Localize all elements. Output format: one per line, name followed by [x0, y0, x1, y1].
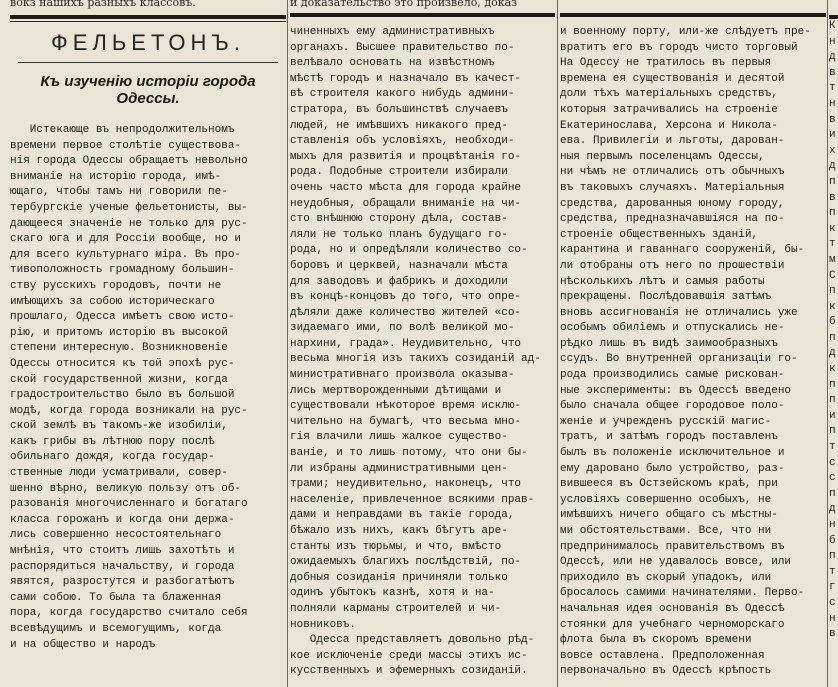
column-2 — [290, 0, 555, 687]
column-divider — [557, 0, 558, 687]
article-text-column-4: К н д в т н в и х д п в п к т м С п к б п д к п п и п т с с п д н б п т г с н в — [829, 20, 836, 641]
article-text-column-3: и военному порту, или-же слѣдуетъ пре- вратитъ его въ городъ чисто торговый На Одессу не тратилось въ первыя времена ея существованія и десятой доли тѣхъ матеріальныхъ средствъ, которыя затрачивались на строеніе Екатеринослава, Херсона и Никола- ева. Привилегіи и льготы, дарован- ныя первымъ поселенцамъ Одессы, ни чѣмъ не отличались отъ обычныхъ въ таковыхъ случаяхъ. Матеріальныя средства, дарованныя юному городу, средства, предназначавшіяся на по- строеніе общественныхъ зданій, карантина и гаваннаго сооруженій, бы- ли отобраны отъ него по прошествіи нѣсколькихъ лѣтъ и самыя работы прекращены. Послѣдовавшія затѣмъ вновь ассигнованія не отличались уже особымъ обиліемъ и отпускались не- рѣдко лишь въ видѣ заимообразныхъ ссудъ. Во внутренней организаціи го- рода производились самые рискован- ные эксперименты: въ Одессѣ введено было сначала общее городовое поло- женіе и учрежденъ русскій магис- тратъ, и затѣмъ городъ поставленъ былъ въ положеніе исключительное и ему даровано было устройство, раз- вившееся въ Остзейскомъ краѣ, при условіяхъ совершенно особыхъ, не имѣвшихъ ничего общаго съ мѣстны- ми обстоятельствами. Все, что ни предпринималось правительствомъ въ Одессѣ, или не удавалось вовсе, или приходило въ скорый упадокъ, или бросалось самими начинателями. Перво- начальная идея основанія въ Одессѣ стоянки для учебнаго черноморскаго флота была въ скоромъ времени вовсе оставлена. Предположенная первоначально въ Одессѣ крѣпость — [560, 26, 811, 678]
header-rule — [560, 13, 826, 17]
article-title: Къ изученію исторіи города Одессы. — [40, 73, 256, 107]
header-thin-rule — [10, 21, 286, 22]
section-heading: ФЕЛЬЕТОНЪ. — [51, 30, 245, 55]
article-text-column-1: Истекающе въ непродолжительномъ времени первое столѣтіе существова- нія города Одессы обращаетъ невольно вниманіе на исторію города, имѣ- ющаго, чтобы тамъ ни говорили пе- тербургскіе ученые фельетонисты, вы- дающееся значеніе не только для рус- скаго юга и для Россіи вообще, но и для всего культурнаго міра. Въ про- тивоположность громадному большин- ству русскихъ городовъ, почти не имѣющихъ за собою историческаго прошлаго, Одесса имѣетъ свою исто- рію, и притомъ исторію въ высокой степени интересную. Возникновеніе Одессы относится къ той эпохѣ рус- ской государственной жизни, когда градостроительство было въ большой модѣ, когда города возникали на рус- ской землѣ въ такомъ-же изобиліи, какъ грибы въ лѣтнюю пору послѣ обильнаго дождя, когда государ- ственные люди усматривали, совер- шенно вѣрно, великую пользу отъ об- разованія многочисленнаго и богатаго класса горожанъ и когда они держа- лись совершенно несостоятельнаго мнѣнія, что стоитъ лишь захотѣть и распорядиться начальству, и города явятся, разростутся и разбогатѣютъ сами собою. То была та блаженная пора, когда государство считало себя всевѣдущимъ и всемогущимъ, когда и на общество и народъ — [10, 124, 248, 651]
top-fragment — [560, 0, 826, 9]
column-3 — [560, 0, 826, 687]
top-fragment: и доказательство это произвело, доказ — [290, 0, 518, 9]
top-fragment: вокз нашихъ разныхъ классовъ. — [10, 0, 196, 9]
header-rule — [10, 15, 286, 19]
column-1 — [10, 0, 286, 687]
column-divider — [827, 0, 828, 687]
header-rule — [290, 13, 555, 17]
article-text-column-2: чиненныхъ ему административныхъ органахъ. Высшее правительство по- велѣвало основать на извѣстномъ мѣстѣ городъ и назначало въ качест- вѣ строителя какого нибудь админи- стратора, въ большинствѣ случаевъ людей, не имѣвшихъ никакого пред- ставленія объ условіяхъ, необходи- мыхъ для развитія и процвѣтанія го- рода. Подобные строители избирали очень часто мѣста для города крайне неудобныя, обращали вниманіе на чи- сто внѣшнюю сторону дѣла, состав- ляли не только планъ будущаго го- рода, но и опредѣляли количество со- боровъ и церквей, назначали мѣста для заводовъ и фабрикъ и доходили въ концѣ-концовъ до того, что опре- дѣляли даже количество жителей «со- зидаемаго ими, по волѣ великой мо- нархини, града». Неудивительно, что весьма многія изъ такихъ созиданій ад- министративнаго произвола оказыва- лись мертворожденными дѣтищами и существовали нѣкоторое время исклю- чительно на бумагѣ, что весьма мно- гія влачили лишь жалкое существо- ваніе, и то лишь потому, что они бы- ли избраны административными цен- трами; неудивительно, наконецъ, что населеніе, привлеченное всякими прав- дами и неправдами въ такіе города, бѣжало изъ нихъ, какъ бѣгутъ аре- станты изъ тюрьмы, и что, вмѣсто ожидаемыхъ благихъ послѣдствій, по- добныя созиданія причиняли только одинъ убытокъ казнѣ, хотя и на- полняли карманы строителей и чи- новниковъ. Одесса представляетъ довольно рѣд- кое исключеніе среди массы этихъ ис- кусственныхъ и эфемерныхъ созиданій. — [290, 26, 541, 678]
top-fragment — [829, 0, 838, 9]
column-4 — [829, 0, 838, 687]
heading-rule — [18, 62, 278, 63]
column-divider — [287, 0, 288, 687]
